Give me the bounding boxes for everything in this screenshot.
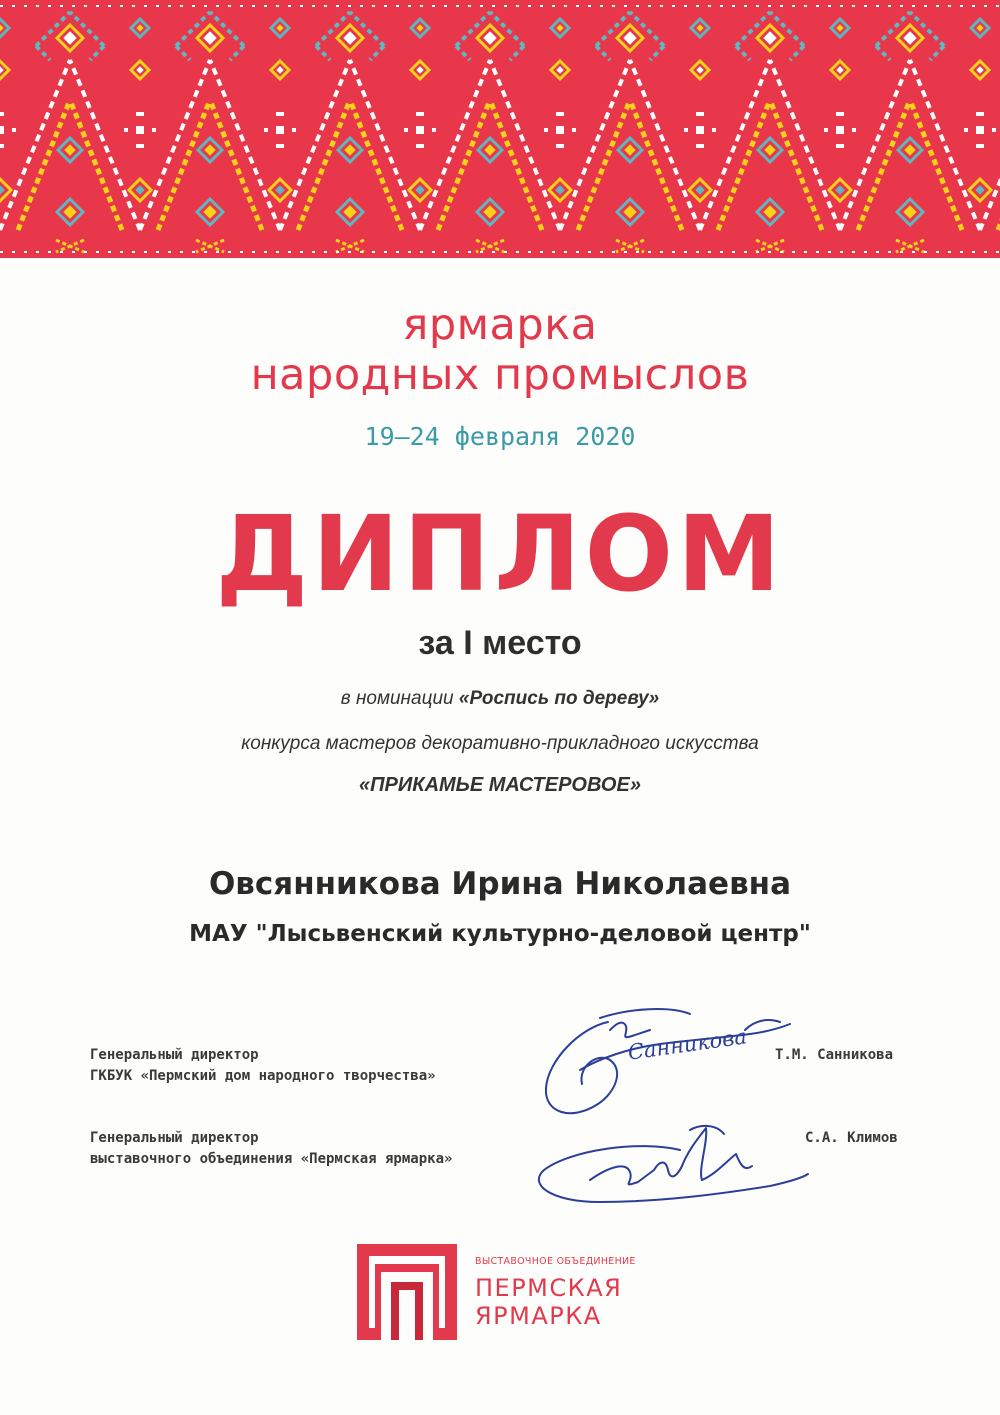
signature-1-word: Санникова (626, 1024, 749, 1065)
event-dates: 19–24 февраля 2020 (364, 422, 636, 451)
awardee-organization: МАУ "Лысьвенский культурно-деловой центр" (189, 921, 811, 947)
logo-name-line2: ЯРМАРКА (475, 1302, 602, 1330)
signatory-1-title (90, 1045, 436, 1087)
event-title (0, 300, 1000, 400)
signatory-2-title-line2: выставочного объединения «Пермская ярмарка» (90, 1151, 453, 1167)
award-place: за I место (418, 624, 582, 662)
signatory-2-title (90, 1128, 452, 1170)
awardee-name: Овсянникова Ирина Николаевна (208, 866, 792, 902)
logo-subtitle: ВЫСТАВОЧНОЕ ОБЪЕДИНЕНИЕ (475, 1256, 636, 1267)
signatory-2-name: С.А. Климов (805, 1130, 898, 1146)
folk-embroidery-pattern-icon (0, 0, 1000, 258)
contest-name: «ПРИКАМЬЕ МАСТЕРОВОЕ» (359, 774, 641, 796)
signatory-1-title-line2: ГКБУК «Пермский дом народного творчества» (90, 1068, 436, 1084)
nomination-prefix: в номинации (340, 688, 459, 709)
logo-name-line1: ПЕРМСКАЯ (475, 1274, 623, 1302)
logo-name (475, 1274, 622, 1330)
folk-ornament-band (0, 0, 1000, 258)
signatory-1-title-line1: Генеральный директор (90, 1047, 259, 1063)
event-title-line2: народных промыслов (250, 350, 750, 400)
perm-fair-logo-mark-icon (355, 1242, 459, 1342)
contest-line: конкурса мастеров декоративно-прикладного искусства (241, 733, 759, 754)
event-title-line1: ярмарка (402, 300, 598, 350)
perm-fair-logo (355, 1242, 655, 1342)
handwritten-signature-2-icon (530, 1110, 810, 1224)
signatory-2-title-line1: Генеральный директор (90, 1130, 259, 1146)
nomination-line (0, 686, 1000, 712)
signatory-1-name: Т.М. Санникова (775, 1047, 894, 1063)
diploma-title: ДИПЛОМ (215, 493, 785, 615)
nomination-name: «Роспись по дереву» (458, 688, 660, 709)
